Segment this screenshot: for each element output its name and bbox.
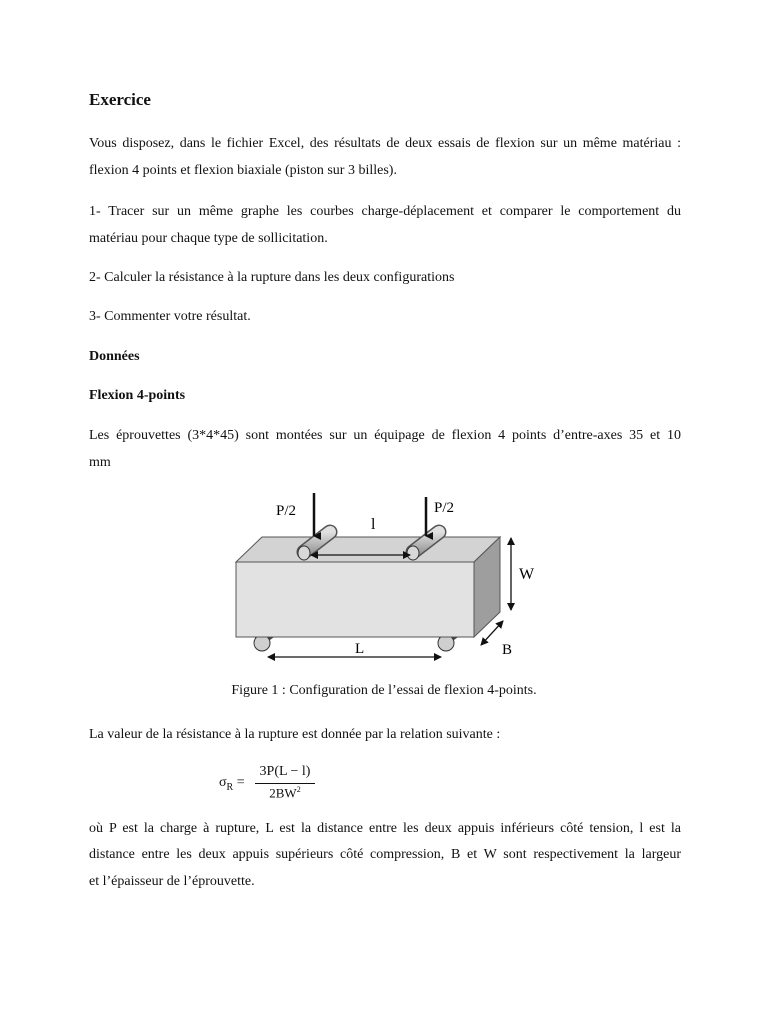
formula-lhs: $\sigma_R$ = bbox=[219, 775, 245, 793]
explanation-line-2: distance entre les deux appuis supérieurs côté compression, B et W sont respectivement la largeur bbox=[89, 847, 681, 862]
explanation-line-3: et l’épaisseur de l’éprouvette. bbox=[89, 874, 255, 889]
question-1-line-2: matériau pour chaque type de sollicitation. bbox=[89, 231, 328, 246]
flexion-heading: Flexion 4-points bbox=[89, 388, 186, 403]
intro-line-1: Vous disposez, dans le fichier Excel, des résultats de deux essais de flexion sur un même matériau : bbox=[89, 136, 681, 151]
question-3: 3- Commenter votre résultat. bbox=[89, 309, 251, 324]
thickness-label: W bbox=[519, 566, 535, 583]
load-label-left: P/2 bbox=[276, 503, 297, 519]
fraction-bar bbox=[255, 783, 315, 784]
donnees-heading: Données bbox=[89, 349, 140, 364]
relation-intro: La valeur de la résistance à la rupture est donnée par la relation suivante : bbox=[89, 727, 501, 742]
exercise-title: Exercice bbox=[89, 90, 151, 109]
specimen-line-1: Les éprouvettes (3*4*45) sont montées sur un équipage de flexion 4 points d’entre-axes 35 et 10 bbox=[89, 428, 681, 443]
beam-top-face bbox=[236, 537, 500, 562]
formula-numerator: 3P(L − l) bbox=[259, 764, 311, 779]
formula-denominator: $2BW^2$ bbox=[269, 785, 301, 801]
load-label-right: P/2 bbox=[434, 500, 455, 516]
question-2: 2- Calculer la résistance à la rupture dans les deux configurations bbox=[89, 270, 455, 285]
intro-line-2: flexion 4 points et flexion biaxiale (piston sur 3 billes). bbox=[89, 163, 397, 178]
width-label: B bbox=[502, 642, 513, 658]
beam-front-face bbox=[236, 562, 474, 637]
inner-span-label: l bbox=[371, 516, 376, 533]
outer-span-label: L bbox=[355, 641, 365, 657]
figure-caption: Figure 1 : Configuration de l’essai de flexion 4-points. bbox=[231, 683, 537, 698]
specimen-line-2: mm bbox=[89, 455, 111, 470]
explanation-line-1: où P est la charge à rupture, L est la distance entre les deux appuis inférieurs côté tension, l est la bbox=[89, 821, 681, 836]
question-1-line-1: 1- Tracer sur un même graphe les courbes charge-déplacement et comparer le comportement du bbox=[89, 204, 681, 219]
strength-formula bbox=[219, 762, 329, 804]
